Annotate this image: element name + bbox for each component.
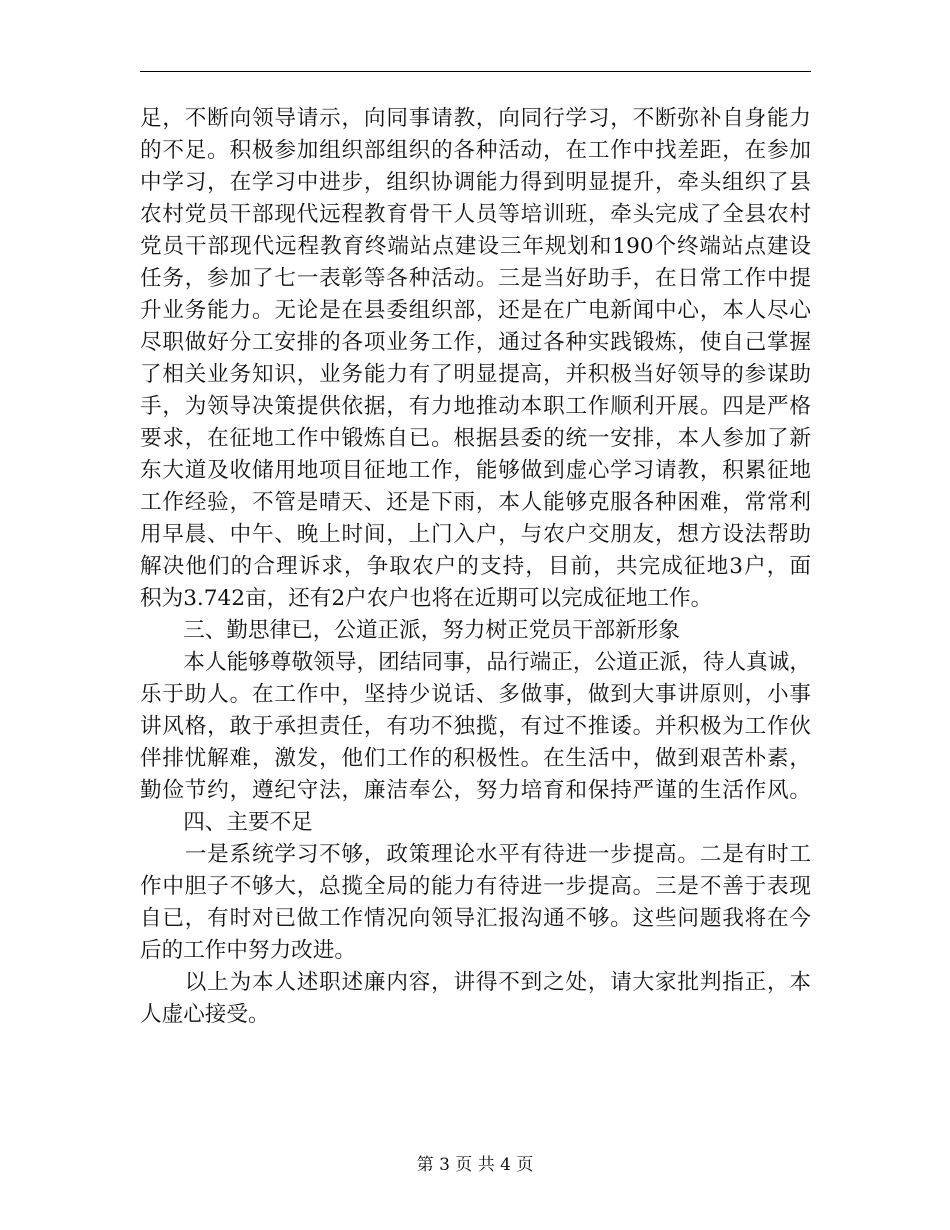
text-line: 后的工作中努力改进。 bbox=[140, 938, 356, 963]
text-line: 自已，有时对已做工作情况向领导汇报沟通不够。这些问题我将在今 bbox=[140, 906, 811, 931]
text-line: 一是系统学习不够，政策理论水平有待进一步提高。二是有时工 bbox=[140, 842, 811, 867]
text-line: 以上为本人述职述廉内容，讲得不到之处，请大家批判指正，本 bbox=[140, 970, 811, 995]
text-line: 伴排忧解难，激发，他们工作的积极性。在生活中，做到艰苦朴素， bbox=[140, 746, 811, 771]
text-line: 升业务能力。无论是在县委组织部，还是在广电新闻中心，本人尽心 bbox=[140, 298, 811, 323]
text-line: 三、勤思律已，公道正派，努力树正党员干部新形象 bbox=[140, 618, 680, 643]
text-line: 东大道及收储用地项目征地工作，能够做到虚心学习请教，积累征地 bbox=[140, 458, 811, 483]
text-line: 用早晨、中午、晚上时间，上门入户，与农户交朋友，想方设法帮助 bbox=[140, 522, 811, 547]
text-line: 勤俭节约，遵纪守法，廉洁奉公，努力培育和保持严谨的生活作风。 bbox=[140, 778, 811, 803]
document-body bbox=[140, 103, 811, 1031]
text-line: 积为3.742亩，还有2户农户也将在近期可以完成征地工作。 bbox=[140, 586, 713, 611]
page-number: 第 3 页 共 4 页 bbox=[416, 1155, 534, 1175]
text-line: 人虚心接受。 bbox=[140, 1002, 270, 1027]
text-line: 作中胆子不够大，总揽全局的能力有待进一步提高。三是不善于表现 bbox=[140, 874, 811, 899]
text-line: 乐于助人。在工作中，坚持少说话、多做事，做到大事讲原则，小事 bbox=[140, 682, 811, 707]
text-line: 解决他们的合理诉求，争取农户的支持，目前，共完成征地3户，面 bbox=[140, 554, 811, 579]
text-line: 党员干部现代远程教育终端站点建设三年规划和190个终端站点建设 bbox=[140, 234, 811, 259]
text-line: 的不足。积极参加组织部组织的各种活动，在工作中找差距，在参加 bbox=[140, 138, 811, 163]
text-line: 任务，参加了七一表彰等各种活动。三是当好助手，在日常工作中提 bbox=[140, 266, 811, 291]
text-line: 工作经验，不管是晴天、还是下雨，本人能够克服各种困难，常常利 bbox=[140, 490, 811, 515]
text-line: 要求，在征地工作中锻炼自已。根据县委的统一安排，本人参加了新 bbox=[140, 426, 811, 451]
text-line: 农村党员干部现代远程教育骨干人员等培训班，牵头完成了全县农村 bbox=[140, 202, 811, 227]
text-line: 四、主要不足 bbox=[140, 810, 313, 835]
text-line: 足，不断向领导请示，向同事请教，向同行学习，不断弥补自身能力 bbox=[140, 106, 811, 131]
text-line: 中学习，在学习中进步，组织协调能力得到明显提升，牵头组织了县 bbox=[140, 170, 811, 195]
text-line: 讲风格，敢于承担责任，有功不独揽，有过不推诿。并积极为工作伙 bbox=[140, 714, 811, 739]
header-rule bbox=[140, 71, 811, 72]
text-line: 尽职做好分工安排的各项业务工作，通过各种实践锻炼，使自己掌握 bbox=[140, 330, 811, 355]
text-line: 手，为领导决策提供依据，有力地推动本职工作顺利开展。四是严格 bbox=[140, 394, 811, 419]
text-line: 本人能够尊敬领导，团结同事，品行端正，公道正派，待人真诚， bbox=[140, 650, 811, 675]
text-line: 了相关业务知识，业务能力有了明显提高，并积极当好领导的参谋助 bbox=[140, 362, 811, 387]
